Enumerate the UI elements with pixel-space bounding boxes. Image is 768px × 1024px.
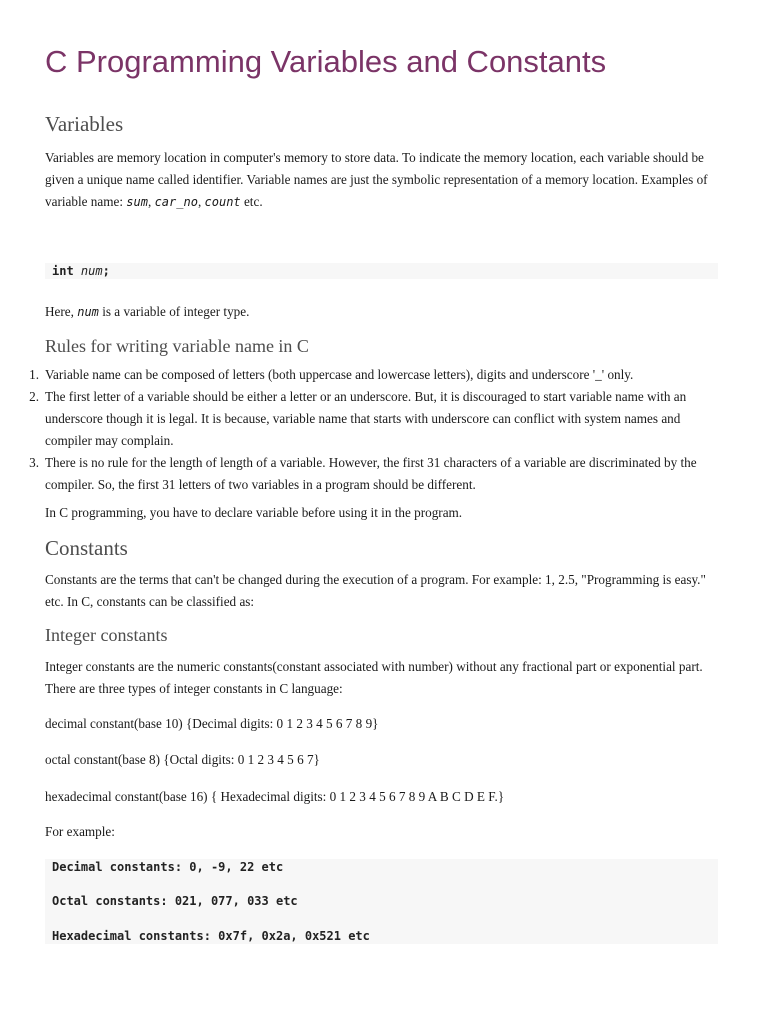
octal-constant-desc: octal constant(base 8) {Octal digits: 0 1 2 3 4 5 6 7} <box>45 752 320 767</box>
variables-heading: Variables <box>45 112 124 136</box>
integer-constants-heading: Integer constants <box>45 625 168 645</box>
variables-intro-end: etc. <box>240 194 263 209</box>
example-sum: sum <box>126 195 148 209</box>
code-block-examples <box>45 859 718 944</box>
here-text-2: is a variable of integer type. <box>98 304 250 319</box>
list-item-number: 3. <box>29 455 39 470</box>
rules-heading: Rules for writing variable name in C <box>45 336 309 356</box>
variables-intro <box>45 147 718 213</box>
code-line-declaration <box>52 264 110 278</box>
code-block-declaration <box>45 263 718 279</box>
declare-note: In C programming, you have to declare variable before using it in the program. <box>45 505 463 520</box>
list-item-text: There is no rule for the length of length of a variable. However, the first 31 characters of a variable are discriminated by the compiler. So, the first 31 letters of two variables in a program should be different. <box>45 455 697 492</box>
for-example-label: For example: <box>45 824 115 839</box>
rules-list <box>29 364 718 496</box>
list-item-number: 2. <box>29 389 39 404</box>
example-count: count <box>204 195 241 209</box>
page-title: C Programming Variables and Constants <box>45 44 607 79</box>
decimal-constant-desc: decimal constant(base 10) {Decimal digits: 0 1 2 3 4 5 6 7 8 9} <box>45 716 379 731</box>
constants-intro: Constants are the terms that can't be changed during the execution of a program. For example: 1, 2.5, "Programming is easy." etc. In C, constants can be classified as: <box>45 572 706 609</box>
code-line-decimal: Decimal constants: 0, -9, 22 etc <box>52 860 284 874</box>
code-line-octal: Octal constants: 021, 077, 033 etc <box>52 894 298 908</box>
list-item-text: Variable name can be composed of letters (both uppercase and lowercase letters), digits and underscore '_' only. <box>45 367 634 382</box>
variables-intro-text: Variables are memory location in computer's memory to store data. To indicate the memory location, each variable should be given a unique name called identifier. Variable names are just the symbolic representation of a memory location. Examples of variable name: <box>45 150 708 209</box>
variable-explanation <box>45 301 718 323</box>
code-semicolon: ; <box>102 264 110 278</box>
here-text-1: Here, <box>45 304 78 319</box>
example-car-no: car_no <box>154 195 198 209</box>
here-variable: num <box>77 305 99 319</box>
code-variable: num <box>80 264 103 278</box>
constants-heading: Constants <box>45 536 128 560</box>
example-sep-2: , <box>197 194 205 209</box>
code-line-hex: Hexadecimal constants: 0x7f, 0x2a, 0x521 etc <box>52 929 370 943</box>
list-item <box>29 386 718 452</box>
integer-constants-intro: Integer constants are the numeric constants(constant associated with number) without any fractional part or exponential part. There are three types of integer constants in C language: <box>45 659 703 696</box>
list-item-number: 1. <box>29 367 39 382</box>
hex-constant-desc: hexadecimal constant(base 16) { Hexadecimal digits: 0 1 2 3 4 5 6 7 8 9 A B C D E F.} <box>45 789 505 804</box>
code-keyword: int <box>52 264 81 278</box>
list-item-text: The first letter of a variable should be either a letter or an underscore. But, it is discouraged to start variable name with an underscore though it is legal. It is because, variable name that starts with underscore can conflict with system names and compiler may complain. <box>45 389 687 448</box>
example-sep-1: , <box>147 194 155 209</box>
list-item <box>29 452 718 496</box>
list-item <box>29 364 718 386</box>
